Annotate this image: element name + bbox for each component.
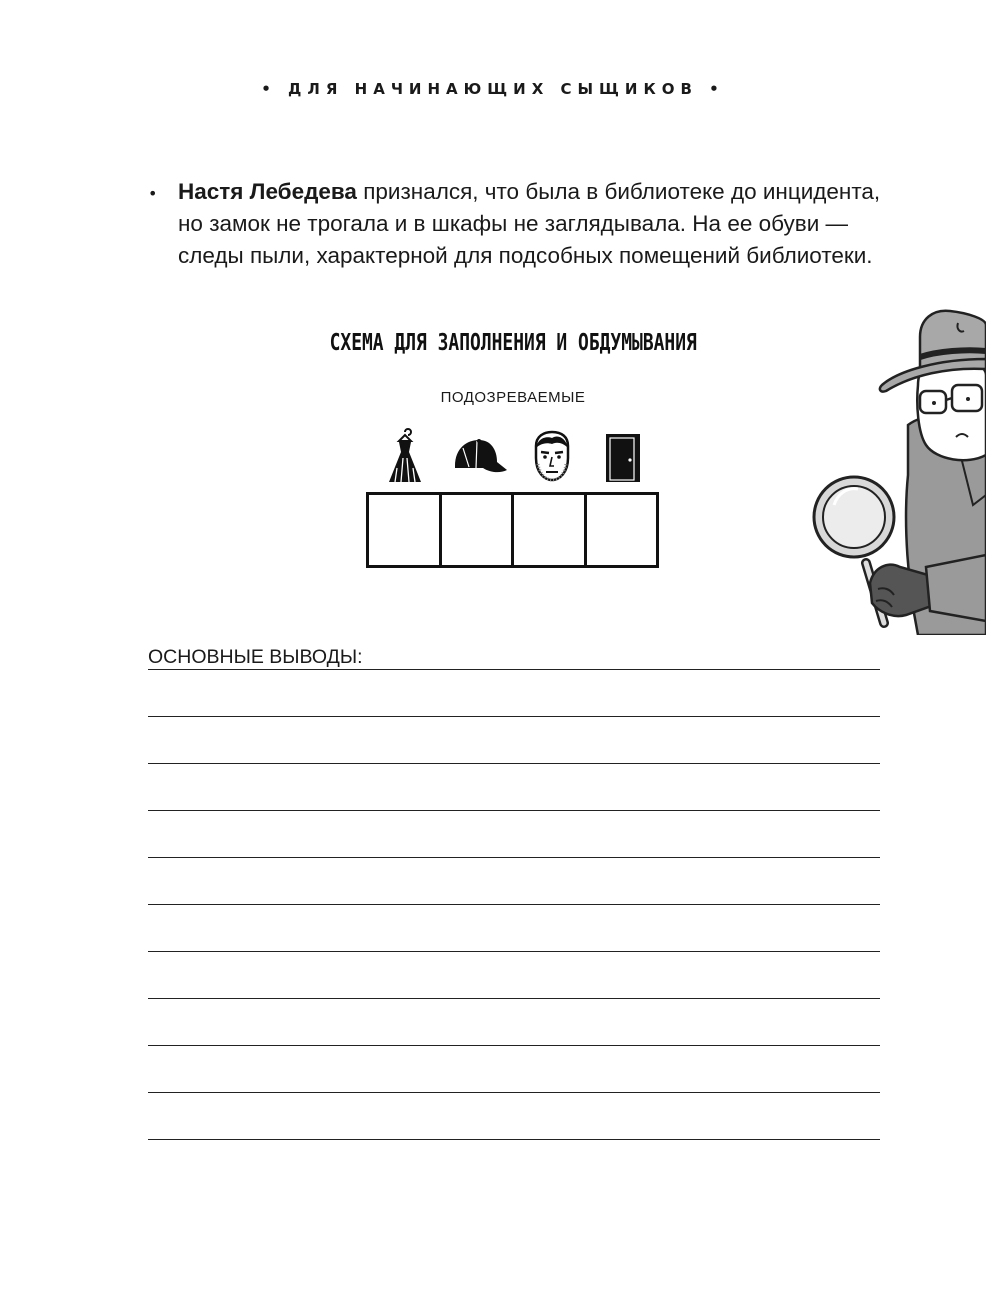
cap-icon <box>449 428 509 486</box>
writing-line[interactable] <box>148 1139 880 1140</box>
writing-line[interactable] <box>148 810 880 811</box>
suspect-cell-door[interactable] <box>587 495 657 565</box>
writing-line[interactable] <box>148 998 880 999</box>
statement-text <box>178 176 883 272</box>
door-icon <box>594 428 654 486</box>
bullet-dot: • <box>148 184 158 203</box>
scheme-title: СХЕМА ДЛЯ ЗАПОЛНЕНИЯ И ОБДУМЫВАНИЯ <box>329 330 697 356</box>
dress-icon <box>375 428 435 486</box>
suspect-cell-cap[interactable] <box>442 495 515 565</box>
writing-line[interactable] <box>148 669 880 670</box>
suspects-label: ПОДОЗРЕВАЕМЫЕ <box>440 389 586 406</box>
writing-line[interactable] <box>148 1092 880 1093</box>
writing-line[interactable] <box>148 951 880 952</box>
man-face-icon <box>522 428 582 486</box>
statement-body: признался, что была в библиотеке до инцидента, но замок не трогала и в шкафы не заглядывала. На ее обуви — следы пыли, характерной для подсобных помещений библиотеки. <box>178 179 881 268</box>
writing-line[interactable] <box>148 716 880 717</box>
detective-with-magnifier-icon <box>808 305 986 635</box>
suspect-name: Настя Лебедева <box>178 179 357 204</box>
suspect-cell-man[interactable] <box>514 495 587 565</box>
conclusions-label: ОСНОВНЫЕ ВЫВОДЫ: <box>148 646 363 668</box>
writing-line[interactable] <box>148 904 880 905</box>
writing-line[interactable] <box>148 857 880 858</box>
suspects-grid <box>366 492 659 568</box>
writing-line[interactable] <box>148 763 880 764</box>
writing-line[interactable] <box>148 1045 880 1046</box>
running-title: • ДЛЯ НАЧИНАЮЩИХ СЫЩИКОВ • <box>261 80 725 98</box>
suspect-cell-dress[interactable] <box>369 495 442 565</box>
